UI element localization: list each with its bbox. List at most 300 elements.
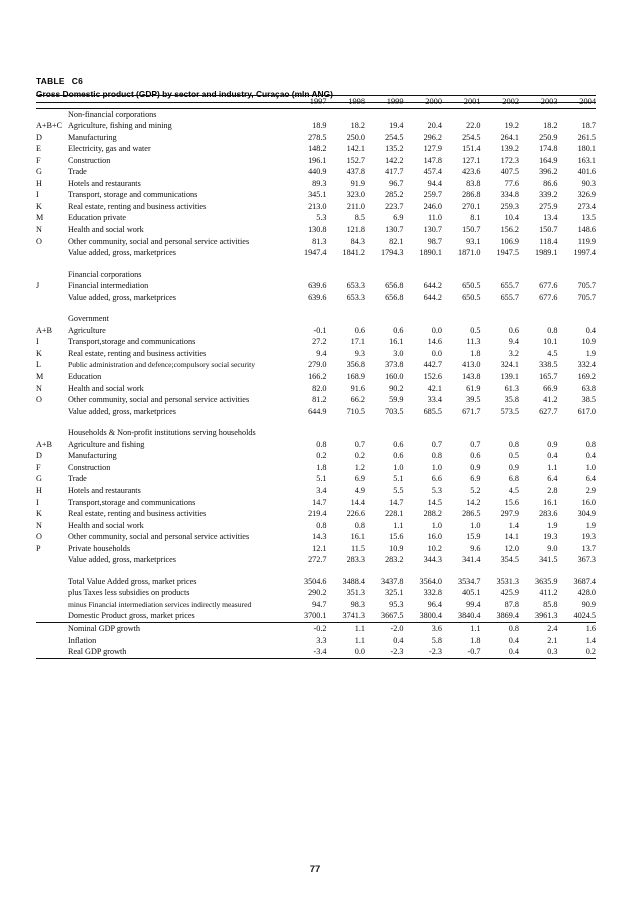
value-2000: 152.6	[423, 372, 442, 382]
value-2003: 41.2	[543, 395, 558, 405]
value-1998: 0.8	[354, 520, 365, 530]
value-2003: 164.9	[539, 155, 558, 165]
row-code: O	[36, 236, 42, 246]
value-2002: 35.8	[504, 395, 519, 405]
total-1999: 3437.8	[380, 576, 404, 586]
table-row	[36, 280, 596, 292]
value-2000: 442.7	[423, 360, 442, 370]
total-row	[36, 576, 596, 588]
table-subtitle: Gross Domestic product (GDP) by sector and industry, Curaçao (mln ANG)	[36, 88, 596, 103]
value-1999: 656.8	[385, 281, 404, 291]
total-1999: 325.1	[385, 588, 404, 598]
value-2001: 22.0	[466, 121, 481, 131]
value-2004: 18.7	[581, 121, 596, 131]
value-1999: 417.7	[385, 167, 404, 177]
row-label: Other community, social and personal service activities	[68, 532, 250, 542]
value-2002: 655.7	[500, 292, 519, 302]
value-1999: 1794.3	[380, 248, 404, 258]
value-2004: 38.5	[581, 395, 596, 405]
value-2000: 6.6	[431, 474, 442, 484]
value-1999: 223.7	[385, 201, 404, 211]
value-1999: 285.2	[385, 190, 404, 200]
table-row	[36, 143, 596, 155]
value-2000: 685.5	[423, 406, 442, 416]
value-1998: 91.6	[350, 383, 365, 393]
value-2000: 5.3	[431, 485, 442, 495]
section-heading-row	[36, 269, 596, 281]
value-2000: 11.0	[427, 213, 442, 223]
row-code: M	[36, 372, 44, 382]
row-label: Health and social work	[68, 520, 144, 530]
row-code: P	[36, 543, 41, 553]
value-1999: 142.2	[385, 155, 404, 165]
value-1997: 14.7	[312, 497, 327, 507]
row-code: A+B	[36, 439, 52, 449]
table-row	[36, 450, 596, 462]
value-1997: 3.4	[316, 485, 327, 495]
row-code: G	[36, 167, 42, 177]
table-row	[36, 132, 596, 144]
value-2001: 39.5	[466, 395, 481, 405]
spacer-cell	[36, 303, 596, 313]
page-number: 77	[309, 864, 321, 875]
value-1998: 0.6	[354, 325, 365, 335]
section-heading-label: Government	[68, 314, 109, 324]
indicator-2003: 0.3	[519, 646, 558, 658]
section-heading-label: Non-financial corporations	[68, 109, 157, 119]
row-code: M	[36, 213, 44, 223]
indicator-row	[36, 635, 596, 647]
value-1999: 19.4	[389, 121, 404, 131]
value-2001: 0.7	[470, 439, 481, 449]
value-2002: 297.9	[500, 509, 519, 519]
row-label: Agriculture	[68, 325, 106, 335]
value-2004: 163.1	[577, 155, 596, 165]
row-code: D	[36, 451, 42, 461]
row-code: N	[36, 520, 42, 530]
indicator-row	[36, 646, 596, 658]
total-2004: 3687.4	[573, 576, 596, 586]
value-1999: 16.1	[389, 337, 404, 347]
table-row	[36, 212, 596, 224]
row-label: Manufacturing	[68, 451, 117, 461]
total-2000: 96.4	[427, 599, 442, 609]
value-1998: 437.8	[346, 167, 365, 177]
value-2002: 139.2	[500, 144, 519, 154]
value-1998: 653.3	[346, 292, 365, 302]
row-label: Agriculture, fishing and mining	[68, 121, 172, 131]
indicator-2004: 0.2	[558, 646, 597, 658]
value-1998: 121.8	[346, 225, 365, 235]
value-1997: 130.8	[308, 225, 327, 235]
indicator-1999: 0.4	[393, 635, 404, 645]
value-2002: 1947.5	[496, 248, 519, 258]
value-1997: 639.6	[308, 281, 327, 291]
value-1998: 6.9	[354, 474, 365, 484]
value-1997: 1.8	[316, 462, 327, 472]
value-1997: 196.1	[308, 155, 327, 165]
value-1997: 279.0	[308, 360, 327, 370]
value-2004: 13.7	[581, 543, 596, 553]
value-2002: 10.4	[504, 213, 519, 223]
total-2000: 332.8	[423, 588, 442, 598]
value-2002: 573.5	[500, 406, 519, 416]
value-2001: 83.8	[466, 178, 481, 188]
section-heading-code	[36, 108, 68, 120]
value-2000: 33.4	[427, 395, 442, 405]
value-2002: 61.3	[504, 383, 519, 393]
value-2003: 250.9	[539, 132, 558, 142]
value-1997: 440.9	[308, 167, 327, 177]
table-row	[36, 531, 596, 543]
value-1999: 5.1	[393, 474, 404, 484]
col-header-1999: 1999	[365, 96, 404, 109]
total-2002: 3531.3	[496, 576, 519, 586]
value-2002: 1.4	[508, 520, 519, 530]
table-row	[36, 485, 596, 497]
value-1997: 89.3	[312, 178, 327, 188]
value-2003: 677.6	[539, 281, 558, 291]
value-2001: 1871.0	[457, 248, 481, 258]
value-1997: 639.6	[308, 292, 327, 302]
row-code: O	[36, 532, 42, 542]
indicator-2003: 2.4	[547, 623, 558, 633]
row-code	[36, 406, 68, 418]
indicator-2002: 0.4	[508, 635, 519, 645]
value-2001: 1.0	[470, 520, 481, 530]
row-code: E	[36, 144, 42, 154]
table-row	[36, 120, 596, 132]
value-2001: 11.3	[466, 337, 481, 347]
indicator-2002: 0.4	[481, 646, 520, 658]
value-2003: 174.8	[539, 144, 558, 154]
value-2003: 19.3	[543, 532, 558, 542]
value-2002: 156.2	[500, 225, 519, 235]
col-header-1998: 1998	[327, 96, 366, 109]
value-2001: 93.1	[466, 236, 481, 246]
value-2000: 0.0	[431, 325, 442, 335]
value-1998: 710.5	[346, 406, 365, 416]
total-2003: 3635.9	[534, 576, 558, 586]
section-heading-label: Financial corporations	[68, 269, 142, 279]
value-2003: 1.9	[547, 520, 558, 530]
table-row	[36, 325, 596, 337]
indicator-2004: 1.4	[585, 635, 596, 645]
value-2002: 0.8	[508, 439, 519, 449]
value-2003: 0.4	[547, 451, 558, 461]
value-1997: 27.2	[312, 337, 327, 347]
row-label: Value added, gross, marketprices	[68, 248, 176, 258]
value-2001: 61.9	[466, 383, 481, 393]
value-1998: 84.3	[350, 236, 365, 246]
row-code: J	[36, 281, 40, 291]
table-row	[36, 462, 596, 474]
total-2004: 4024.5	[558, 610, 597, 622]
row-spacer	[36, 303, 596, 313]
value-2001: 650.5	[462, 281, 481, 291]
value-1998: 653.3	[346, 281, 365, 291]
value-2003: 275.9	[539, 201, 558, 211]
value-2001: 0.9	[470, 462, 481, 472]
row-label: Hotels and restaurants	[68, 178, 141, 188]
value-1998: 17.1	[350, 337, 365, 347]
value-1999: 703.5	[385, 406, 404, 416]
table-row	[36, 166, 596, 178]
indicator-1998: 0.0	[327, 646, 366, 658]
value-1999: 10.9	[389, 543, 404, 553]
total-2003: 85.8	[543, 599, 558, 609]
value-1997: 81.3	[312, 236, 327, 246]
value-2000: 147.8	[423, 155, 442, 165]
value-1998: 250.0	[346, 132, 365, 142]
value-1997: 148.2	[308, 144, 327, 154]
value-2003: 6.4	[547, 474, 558, 484]
value-1998: 16.1	[350, 532, 365, 542]
total-2001: 405.1	[462, 588, 481, 598]
value-1997: 0.8	[316, 520, 327, 530]
spacer-cell	[36, 417, 596, 427]
value-1999: 82.1	[389, 236, 404, 246]
table-id-code: C6	[71, 76, 84, 86]
value-1997: 12.1	[312, 543, 327, 553]
value-1998: 1841.2	[342, 248, 365, 258]
row-label: Private households	[68, 543, 131, 553]
table-row	[36, 178, 596, 190]
row-label: Electricity, gas and water	[68, 144, 151, 154]
value-2004: 705.7	[577, 292, 596, 302]
total-2000: 3564.0	[419, 576, 442, 586]
table-row	[36, 439, 596, 451]
row-label: Value added, gross, marketprices	[68, 555, 176, 565]
total-2001: 3840.4	[442, 610, 481, 622]
value-2000: 457.4	[423, 167, 442, 177]
value-2003: 1989.1	[534, 248, 558, 258]
total-1997: 94.7	[312, 599, 327, 609]
indicator-1999: -2.0	[390, 623, 404, 633]
row-code: H	[36, 178, 42, 188]
value-2003: 9.0	[547, 543, 558, 553]
value-2004: 16.0	[581, 497, 596, 507]
value-2000: 16.0	[427, 532, 442, 542]
row-label: Other community, social and personal service activities	[68, 236, 250, 246]
value-2004: 19.3	[581, 532, 596, 542]
value-1998: 283.3	[346, 555, 365, 565]
value-2001: 151.4	[462, 144, 481, 154]
subtotal-row	[36, 554, 596, 566]
value-2000: 98.7	[427, 236, 442, 246]
table-row	[36, 224, 596, 236]
row-code: D	[36, 132, 42, 142]
value-2001: 143.8	[462, 372, 481, 382]
value-2002: 4.5	[508, 485, 519, 495]
value-2004: 273.4	[577, 201, 596, 211]
indicator-1998: 1.1	[354, 635, 365, 645]
value-1999: 0.6	[393, 439, 404, 449]
value-2004: 180.1	[577, 144, 596, 154]
value-2002: 12.0	[504, 543, 519, 553]
value-2001: 341.4	[462, 555, 481, 565]
value-2004: 13.5	[581, 213, 596, 223]
value-2003: 341.5	[539, 555, 558, 565]
value-2001: 286.8	[462, 190, 481, 200]
value-2000: 0.0	[431, 348, 442, 358]
value-2004: 401.6	[577, 167, 596, 177]
subtotal-row	[36, 292, 596, 304]
value-2000: 20.4	[427, 121, 442, 131]
indicator-row	[36, 622, 596, 634]
value-2001: 286.5	[462, 509, 481, 519]
row-label: Transport,storage and communications	[68, 337, 196, 347]
indicator-row-label: Nominal GDP growth	[68, 623, 141, 633]
table-row	[36, 394, 596, 406]
col-header-2003: 2003	[519, 96, 558, 109]
indicator-2000: 5.8	[431, 635, 442, 645]
row-code: L	[36, 360, 42, 370]
indicator-2001: 1.8	[470, 635, 481, 645]
value-2003: 118.4	[539, 236, 558, 246]
indicator-2000: 3.6	[431, 623, 442, 633]
table-row	[36, 348, 596, 360]
value-2001: 127.1	[462, 155, 481, 165]
table-row	[36, 336, 596, 348]
row-code: I	[36, 337, 39, 347]
value-2004: 2.9	[585, 485, 596, 495]
value-2000: 296.2	[423, 132, 442, 142]
value-1997: 219.4	[308, 509, 327, 519]
indicator-2004: 1.6	[585, 623, 596, 633]
section-heading-code	[36, 427, 68, 439]
total-row-code	[36, 587, 68, 599]
spacer-cell	[36, 566, 596, 576]
section-heading-code	[36, 313, 68, 325]
row-code: H	[36, 485, 42, 495]
table-row	[36, 359, 596, 371]
row-spacer	[36, 566, 596, 576]
row-label: Construction	[68, 155, 111, 165]
indicator-row-label: Real GDP growth	[68, 646, 288, 658]
value-1998: 142.1	[346, 144, 365, 154]
row-label: Transport,storage and communications	[68, 497, 196, 507]
value-1999: 254.5	[385, 132, 404, 142]
value-1997: 272.7	[308, 555, 327, 565]
value-2004: 261.5	[577, 132, 596, 142]
row-label: Manufacturing	[68, 132, 117, 142]
value-2003: 283.6	[539, 509, 558, 519]
value-2002: 6.8	[508, 474, 519, 484]
row-label: Transport, storage and communications	[68, 190, 198, 200]
total-2003: 411.2	[539, 588, 558, 598]
value-2004: 148.6	[577, 225, 596, 235]
total-row-code	[36, 576, 68, 588]
table-row	[36, 155, 596, 167]
value-1999: 283.2	[385, 555, 404, 565]
subtotal-row	[36, 406, 596, 418]
value-2000: 344.3	[423, 555, 442, 565]
value-2004: 1.9	[585, 520, 596, 530]
value-1999: 1.1	[393, 520, 404, 530]
value-2003: 150.7	[539, 225, 558, 235]
total-1998: 98.3	[350, 599, 365, 609]
value-1998: 323.0	[346, 190, 365, 200]
section-heading-row	[36, 313, 596, 325]
value-2003: 13.4	[543, 213, 558, 223]
value-2003: 86.6	[543, 178, 558, 188]
value-2004: 367.3	[577, 555, 596, 565]
row-code: F	[36, 462, 41, 472]
row-code: A+B+C	[36, 121, 63, 131]
value-2002: 139.1	[500, 372, 519, 382]
indicator-1999: -2.3	[365, 646, 404, 658]
value-1997: 81.2	[312, 395, 327, 405]
row-label: Financial intermediation	[68, 281, 149, 291]
value-1997: 18.9	[312, 121, 327, 131]
year-header-row	[36, 96, 596, 109]
value-1997: 14.3	[312, 532, 327, 542]
value-1999: 0.6	[393, 325, 404, 335]
value-1998: 8.5	[354, 213, 365, 223]
row-code	[36, 247, 68, 259]
table-row	[36, 520, 596, 532]
value-1998: 0.7	[354, 439, 365, 449]
value-2000: 1.0	[431, 520, 442, 530]
row-code: K	[36, 348, 42, 358]
value-2000: 259.7	[423, 190, 442, 200]
row-code: N	[36, 225, 42, 235]
value-2004: 169.2	[577, 372, 596, 382]
total-2004: 428.0	[577, 588, 596, 598]
value-1998: 91.9	[350, 178, 365, 188]
value-2000: 130.7	[423, 225, 442, 235]
table-row	[36, 497, 596, 509]
value-2003: 2.8	[547, 485, 558, 495]
value-2000: 14.6	[427, 337, 442, 347]
value-1998: 11.5	[350, 543, 365, 553]
value-1998: 18.2	[350, 121, 365, 131]
total-2000: 3800.4	[404, 610, 443, 622]
total-row-label: Total Value Added gross, market prices	[68, 576, 197, 586]
value-2001: 1.8	[470, 348, 481, 358]
value-1998: 9.3	[354, 348, 365, 358]
value-2002: 9.4	[508, 337, 519, 347]
value-2001: 14.2	[466, 497, 481, 507]
value-1999: 228.1	[385, 509, 404, 519]
value-2001: 270.1	[462, 201, 481, 211]
total-1997: 3504.6	[303, 576, 327, 586]
value-2001: 6.9	[470, 474, 481, 484]
value-2002: 172.3	[500, 155, 519, 165]
indicator-row-code	[36, 646, 68, 658]
value-2002: 264.1	[500, 132, 519, 142]
total-row-label: minus Financial intermediation services indirectly measured	[68, 599, 252, 609]
value-1997: 345.1	[308, 190, 327, 200]
col-header-2004: 2004	[558, 96, 597, 109]
table-row	[36, 543, 596, 555]
value-1998: 168.9	[346, 372, 365, 382]
row-code: I	[36, 190, 39, 200]
indicator-1997: -3.4	[288, 646, 327, 658]
value-1997: 213.0	[308, 201, 327, 211]
row-code: K	[36, 201, 42, 211]
value-1997: 82.0	[312, 383, 327, 393]
row-label: Other community, social and personal service activities	[68, 395, 250, 405]
value-2004: 326.9	[577, 190, 596, 200]
value-2001: 0.5	[470, 325, 481, 335]
value-1999: 96.7	[389, 178, 404, 188]
value-2004: 90.3	[581, 178, 596, 188]
value-1999: 160.0	[385, 372, 404, 382]
table-row	[36, 189, 596, 201]
value-2001: 8.1	[470, 213, 481, 223]
